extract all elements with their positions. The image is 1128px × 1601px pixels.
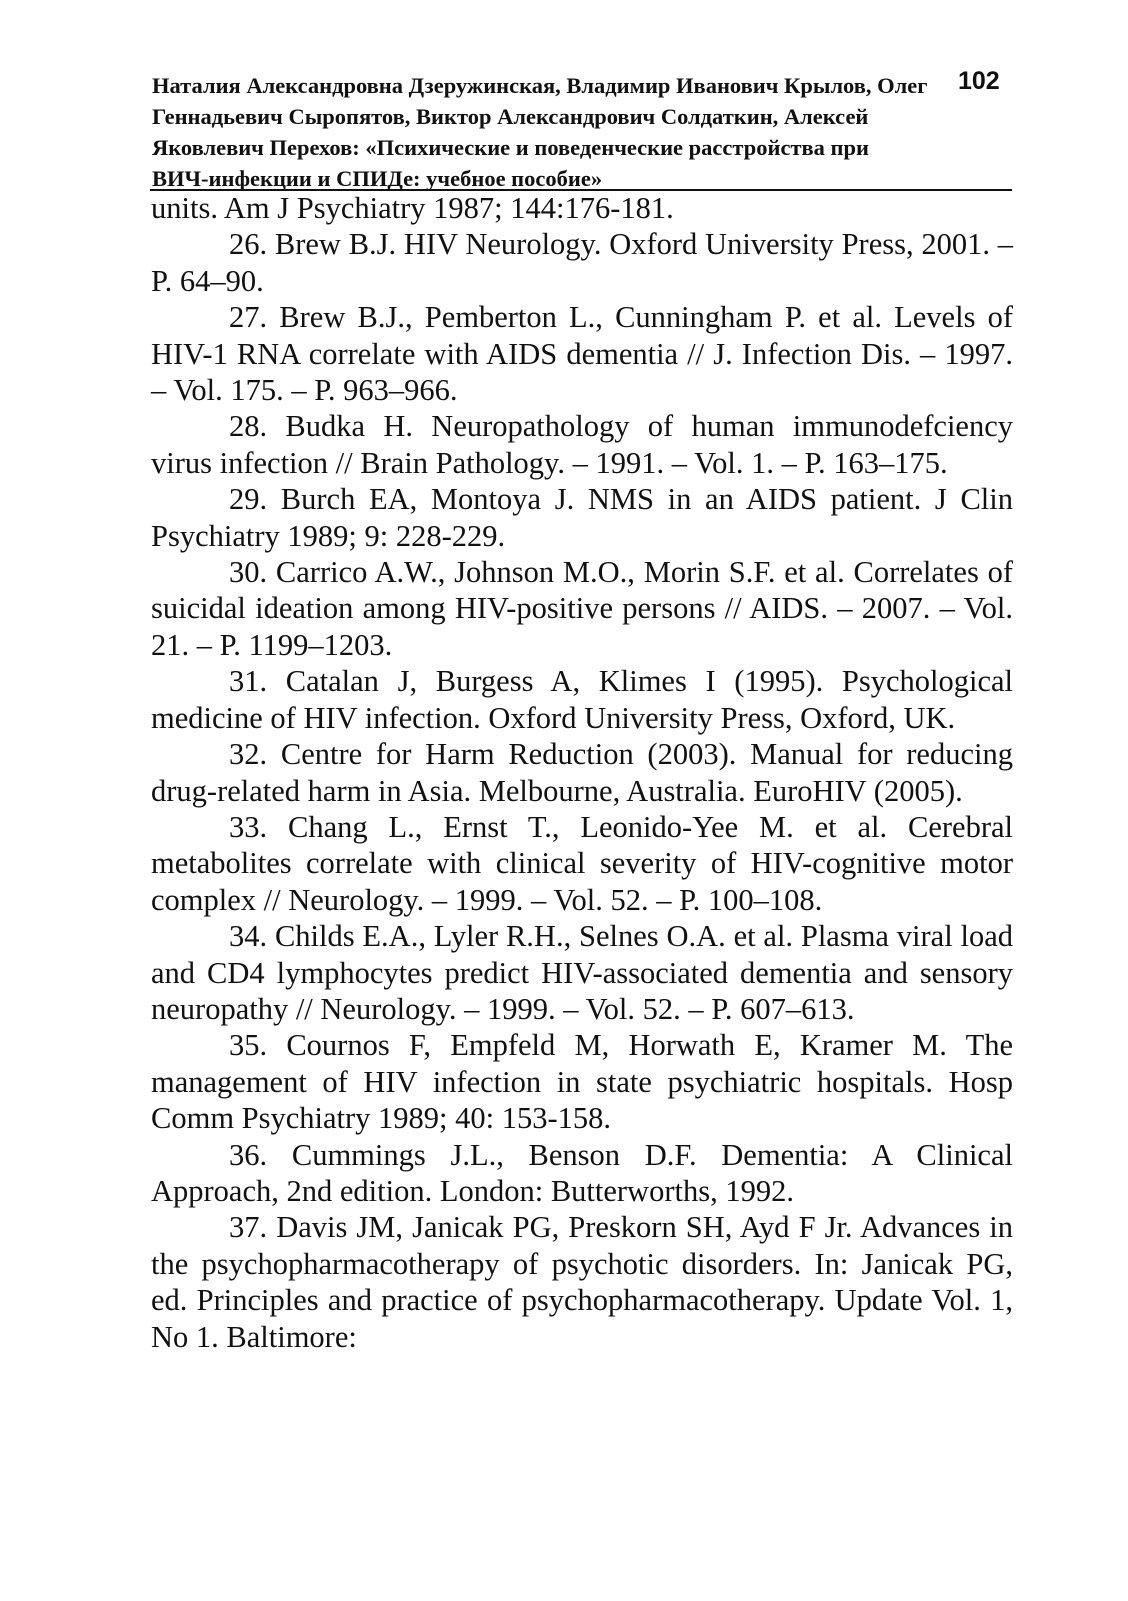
reference-item-continued: units. Am J Psychiatry 1987; 144:176-181. (151, 191, 674, 225)
reference-item-32: 32. Centre for Harm Reduction (2003). Manual for reducing drug-related harm in Asia. Melbourne, Australia. EuroHIV (2005). (151, 737, 1013, 808)
reference-item-31: 31. Catalan J, Burgess A, Klimes I (1995). Psychological medicine of HIV infection. Oxford University Press, Oxford, UK. (151, 664, 1013, 735)
reference-item-33: 33. Chang L., Ernst T., Leonido-Yee M. et al. Cerebral metabolites correlate with clinical severity of HIV-cognitive motor complex // Neurology. – 1999. – Vol. 52. – P. 100–108. (151, 809, 1013, 917)
reference-item-30: 30. Carrico A.W., Johnson M.O., Morin S.F. et al. Correlates of suicidal ideation among HIV-positive persons // AIDS. – 2007. – Vol. 21. – P. 1199–1203. (151, 555, 1013, 662)
reference-item-37: 37. Davis JM, Janicak PG, Preskorn SH, Ayd F Jr. Advances in the psychopharmacotherapy of psychotic disorders. In: Janicak PG, ed. Principles and practice of psychopharmacotherapy. Update Vol. 1, No 1. Baltimore: (151, 1210, 1013, 1354)
running-header (152, 70, 1012, 194)
reference-item-34: 34. Childs E.A., Lyler R.H., Selnes O.A. et al. Plasma viral load and CD4 lymphocytes predict HIV-associated dementia and sensory neuropathy // Neurology. – 1999. – Vol. 52. – P. 607–613. (151, 919, 1013, 1026)
reference-list (151, 190, 1013, 1355)
page-number: 102 (958, 67, 1000, 95)
reference-item-36: 36. Cummings J.L., Benson D.F. Dementia: A Clinical Approach, 2nd edition. London: Butterworths, 1992. (151, 1137, 1013, 1208)
reference-item-28: 28. Budka H. Neuropathology of human immunodefciency virus infection // Brain Pathology. – 1991. – Vol. 1. – P. 163–175. (151, 409, 1013, 480)
reference-item-35: 35. Cournos F, Empfeld M, Horwath E, Kramer M. The management of HIV infection in state psychiatric hospitals. Hosp Comm Psychiatry 1989; 40: 153-158. (151, 1028, 1013, 1136)
header-line-4: ВИЧ-инфекции и СПИДе: учебное пособие» (152, 166, 603, 191)
header-line-3: Яковлевич Перехов: «Психические и поведенческие расстройства при (152, 135, 869, 160)
reference-item-29: 29. Burch EA, Montoya J. NMS in an AIDS patient. J Clin Psychiatry 1989; 9: 228-229. (151, 482, 1013, 553)
reference-item-26: 26. Brew B.J. HIV Neurology. Oxford University Press, 2001. – P. 64–90. (151, 227, 1013, 298)
header-line-1: Наталия Александровна Дзеружинская, Владимир Иванович Крылов, Олег (152, 73, 928, 98)
header-line-2: Геннадьевич Сыропятов, Виктор Александрович Солдаткин, Алексей (152, 104, 869, 129)
reference-item-27: 27. Brew B.J., Pemberton L., Cunningham P. et al. Levels of HIV-1 RNA correlate with AIDS dementia // J. Infection Dis. – 1997. – Vol. 175. – P. 963–966. (151, 300, 1013, 408)
